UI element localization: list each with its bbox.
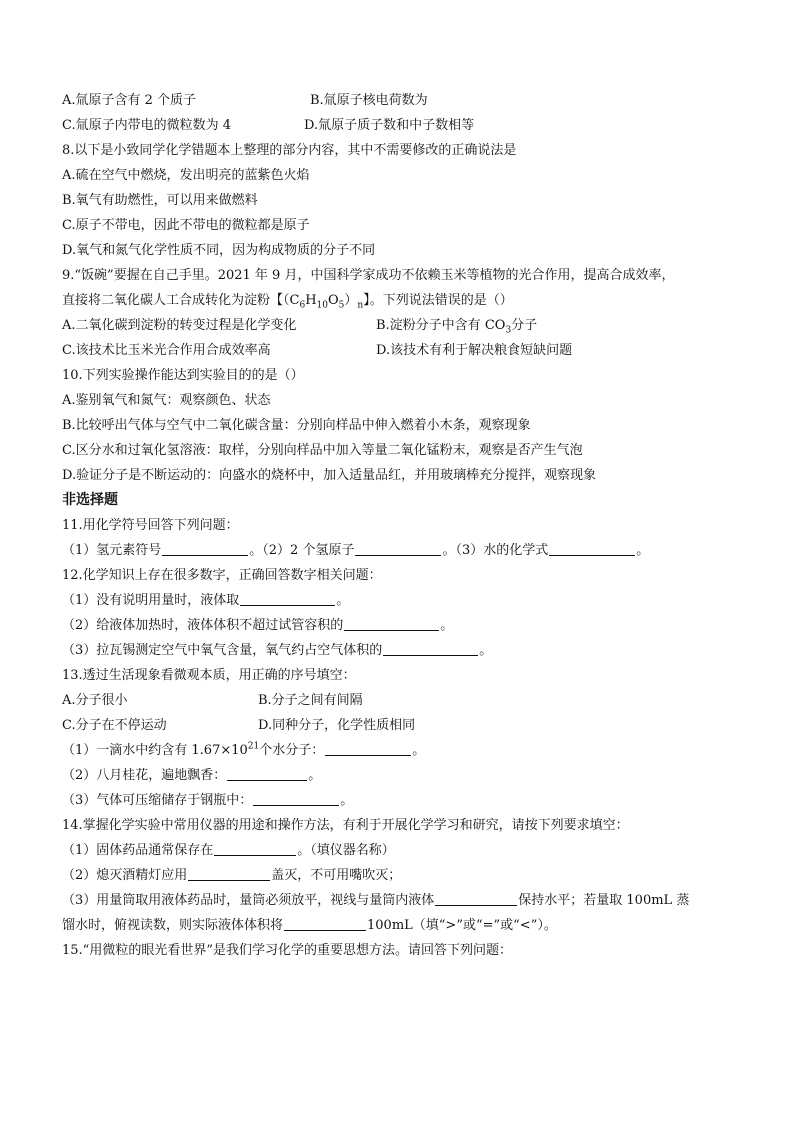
q9-formula-sub-n: n <box>357 300 364 311</box>
q13-stem: 13.透过生活现象看微观本质，用正确的序号填空： <box>62 668 356 683</box>
q13-part-3-text: （3）气体可压缩储存于钢瓶中： <box>62 793 253 808</box>
q7-option-d: D.氚原子质子数和中子数相等 <box>304 118 475 133</box>
q13-blank-2[interactable] <box>227 764 307 781</box>
q11-answers <box>62 538 732 563</box>
q11-end: 。 <box>636 543 650 558</box>
q9-stem-pre: 直接将二氧化碳人工合成转化为淀粉【（C <box>62 293 300 308</box>
q10-option-c: C.区分水和过氧化氢溶液：取样，分别向样品中加入等量二氧化锰粉末，观察是否产生气泡 <box>62 443 583 458</box>
q7-option-a: A.氚原子含有 2 个质子 <box>62 93 197 108</box>
q12-part-2-text: （2）给液体加热时，液体体积不超过试管容积的 <box>62 618 344 633</box>
q14-blank-1[interactable] <box>214 839 296 856</box>
q9-formula-h: H <box>305 293 317 308</box>
q9-formula-sub-h: 10 <box>316 300 328 311</box>
q9-option-b <box>376 313 537 338</box>
q10-option-a: A.鉴别氧气和氮气：观察颜色、状态 <box>62 393 271 408</box>
q9-formula-sub-o: 5 <box>338 300 345 311</box>
q9-option-b-sub: 3 <box>505 325 512 336</box>
q12-part-1-end: 。 <box>336 593 350 608</box>
q12-blank-3[interactable] <box>383 639 478 656</box>
q13-part-2 <box>62 763 732 788</box>
section-heading: 非选择题 <box>62 492 118 508</box>
q14-part-3b-post: 100mL（填“>”或“=”或“<”）。 <box>367 918 557 933</box>
q7-option-b: B.氚原子核电荷数为 <box>310 93 428 108</box>
q13-options-row-1 <box>62 688 732 713</box>
q9-option-b-post: 分子 <box>511 318 538 333</box>
q14-part-1-pre: （1）固体药品通常保存在 <box>62 843 214 858</box>
q12-part-1 <box>62 588 732 613</box>
q10-option-d: D.验证分子是不断运动的：向盛水的烧杯中，加入适量品红，并用玻璃棒充分搅拌，观察现象 <box>62 468 597 483</box>
q13-part-1-end: 。 <box>412 743 426 758</box>
q13-part-1-post: 个水分子： <box>259 743 325 758</box>
q13-part-2-text: （2）八月桂花，遍地飘香： <box>62 768 227 783</box>
q9-option-a: A.二氧化碳到淀粉的转变过程是化学变化 <box>62 318 297 333</box>
q14-part-3-post: 保持水平；若量取 100mL 蒸 <box>518 893 690 908</box>
q9-stem-line-1: 9.“饭碗”要握在自己手里。2021 年 9 月，中国科学家成功不依赖玉米等植物的光合作用，提高合成效率， <box>62 268 675 283</box>
q9-option-b-pre: B.淀粉分子中含有 CO <box>376 318 506 333</box>
q8-option-d: D.氧气和氮气化学性质不同，因为构成物质的分子不同 <box>62 243 376 258</box>
q14-part-2 <box>62 863 732 888</box>
q11-part-2: 。（2）2 个氢原子 <box>249 543 355 558</box>
q8-stem: 8.以下是小致同学化学错题本上整理的部分内容，其中不需要修改的正确说法是 <box>62 143 517 158</box>
q11-blank-2[interactable] <box>355 539 441 556</box>
q12-part-3 <box>62 638 732 663</box>
q8-option-b: B.氧气有助燃性，可以用来做燃料 <box>62 193 258 208</box>
q11-blank-1[interactable] <box>162 539 248 556</box>
q7-options-row-2 <box>62 113 732 138</box>
q9-formula-o: O <box>327 293 339 308</box>
q12-blank-2[interactable] <box>344 614 439 631</box>
q12-part-1-text: （1）没有说明用量时，液体取 <box>62 593 240 608</box>
q10-stem: 10.下列实验操作能达到实验目的的是（） <box>62 368 304 383</box>
q14-part-3-pre: （3）用量筒取用液体药品时，量筒必须放平，视线与量筒内液体 <box>62 893 435 908</box>
worksheet-page <box>62 88 732 963</box>
q13-part-3-end: 。 <box>340 793 354 808</box>
q14-stem: 14.掌握化学实验中常用仪器的用途和操作方法，有利于开展化学学习和研究，请按下列要求填空： <box>62 818 629 833</box>
q15-stem: 15.“用微粒的眼光看世界”是我们学习化学的重要思想方法。请回答下列问题： <box>62 943 512 958</box>
q9-options-row-2 <box>62 338 732 363</box>
q13-option-b: B.分子之间有间隔 <box>258 693 363 708</box>
q14-blank-3[interactable] <box>435 889 517 906</box>
q13-option-c: C.分子在不停运动 <box>62 718 167 733</box>
q14-part-3 <box>62 888 732 913</box>
q13-part-1-pre: （1）一滴水中约含有 1.67×10 <box>62 743 248 758</box>
q12-part-2-end: 。 <box>440 618 454 633</box>
q11-part-3: 。（3）水的化学式 <box>442 543 549 558</box>
q8-option-a: A.硫在空气中燃烧，发出明亮的蓝紫色火焰 <box>62 168 310 183</box>
q13-option-d: D.同种分子，化学性质相同 <box>258 718 416 733</box>
q12-blank-1[interactable] <box>240 589 335 606</box>
q11-stem: 11.用化学符号回答下列问题： <box>62 518 239 533</box>
q14-part-1 <box>62 838 732 863</box>
q13-part-2-end: 。 <box>308 768 322 783</box>
q10-option-b: B.比较呼出气体与空气中二氧化碳含量：分别向样品中伸入燃着小木条，观察现象 <box>62 418 531 433</box>
q11-blank-3[interactable] <box>549 539 635 556</box>
q8-option-c: C.原子不带电，因此不带电的微粒都是原子 <box>62 218 310 233</box>
q14-part-1-post: 。（填仪器名称） <box>297 843 395 858</box>
q13-blank-1[interactable] <box>325 739 411 756</box>
q13-part-1-sup: 21 <box>247 741 260 752</box>
q14-blank-4[interactable] <box>284 914 366 931</box>
q9-option-d: D.该技术有利于解决粮食短缺问题 <box>376 343 573 358</box>
q9-formula-paren: ） <box>344 293 358 308</box>
q13-part-3 <box>62 788 732 813</box>
q12-stem: 12.化学知识上存在很多数字，正确回答数字相关问题： <box>62 568 382 583</box>
q13-part-1 <box>62 738 732 763</box>
q12-part-3-end: 。 <box>479 643 493 658</box>
q13-option-a: A.分子很小 <box>62 693 128 708</box>
q14-part-3b-pre: 馏水时，俯视读数，则实际液体体积将 <box>62 918 284 933</box>
q11-part-1: （1）氢元素符号 <box>62 543 162 558</box>
q14-part-2-post: 盖灭，不可用嘴吹灭； <box>271 868 402 883</box>
q14-blank-2[interactable] <box>188 864 270 881</box>
q13-options-row-2 <box>62 713 732 738</box>
q9-formula-sub-c: 6 <box>299 300 306 311</box>
q9-stem-post: 】。下列说法错误的是（） <box>363 293 513 308</box>
q13-blank-3[interactable] <box>253 789 339 806</box>
q14-part-2-pre: （2）熄灭酒精灯应用 <box>62 868 188 883</box>
q7-option-c: C.氚原子内带电的微粒数为 4 <box>62 118 232 133</box>
q7-options-row-1 <box>62 88 732 113</box>
q12-part-3-text: （3）拉瓦锡测定空气中氧气含量，氧气约占空气体积的 <box>62 643 383 658</box>
q14-part-3-cont <box>62 913 732 938</box>
q12-part-2 <box>62 613 732 638</box>
q9-stem-line-2 <box>62 288 732 313</box>
q9-option-c: C.该技术比玉米光合作用合成效率高 <box>62 343 271 358</box>
q9-options-row-1 <box>62 313 732 338</box>
